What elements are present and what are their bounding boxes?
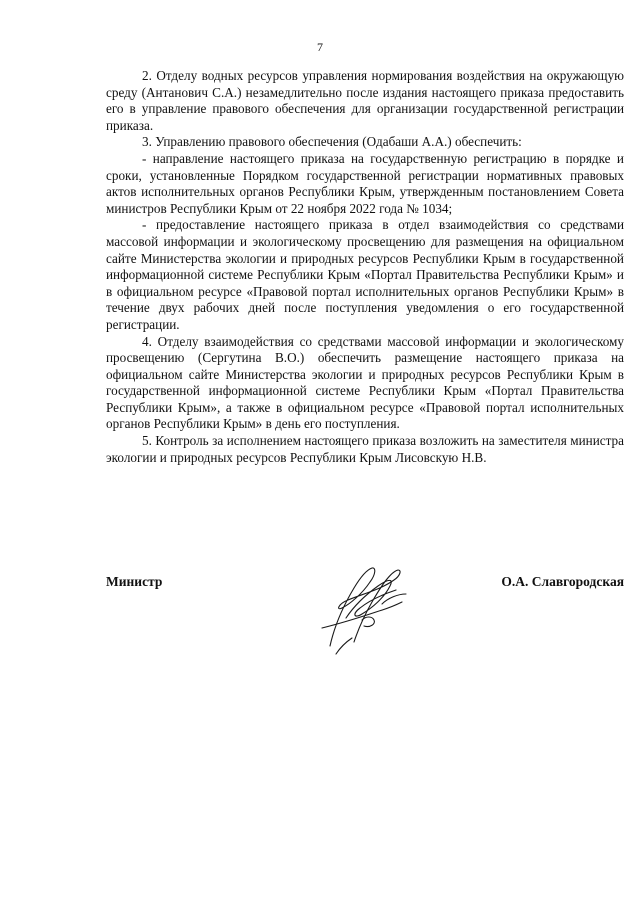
handwritten-signature-icon [302,558,422,658]
paragraph-3: 3. Управлению правового обеспечения (Одабаши А.А.) обеспечить: [142,134,522,150]
paragraph-2: 2. Отделу водных ресурсов управления нормирования воздействия на окружающую среду (Антанович С.А.) незамедлительно после издания настоящего приказа предоставить его в управление правового обеспечения для организации государственной регистрации приказа. [106,68,624,133]
signatory-name: О.А. Славгородская [501,574,624,589]
document-body [106,68,624,466]
paragraph-3-item-registration: - направление настоящего приказа на государственную регистрацию в порядке и сроки, установленные Порядком государственной регистрации нормативных правовых актов исполнительных органов Республики Крым, утвержденным постановлением Совета министров Республики Крым от 22 ноября 2022 года № 1034; [106,150,624,216]
paragraph-3-item-publication: - предоставление настоящего приказа в отдел взаимодействия со средствами массовой информации и экологическому просвещению для размещения на официальном сайте Министерства экологии и природных ресурсов Республики Крым в государственной информационной системе Республики Крым «Портал Правительства Республики Крым» и в официальном ресурсе «Правовой портал исполнительных органов Республики Крым» в течение двух рабочих дней после поступления уведомления о его государственной регистрации. [106,217,624,332]
signature-block [106,568,624,678]
paragraph-4: 4. Отделу взаимодействия со средствами массовой информации и экологическому просвещению (Сергутина В.О.) обеспечить размещение настоящего приказа на официальном сайте Министерства экологии и природных ресурсов Республики Крым в государственной информационной системе Республики Крым «Портал Правительства Республики Крым», а также в официальном ресурсе «Правовой портал исполнительных органов Республики Крым» в день его поступления. [106,333,624,432]
paragraph-5: 5. Контроль за исполнением настоящего приказа возложить на заместителя министра экологии и природных ресурсов Республики Крым Лисовскую Н.В. [106,433,624,465]
signatory-title: Министр [106,574,163,589]
page-number: 7 [317,40,323,54]
